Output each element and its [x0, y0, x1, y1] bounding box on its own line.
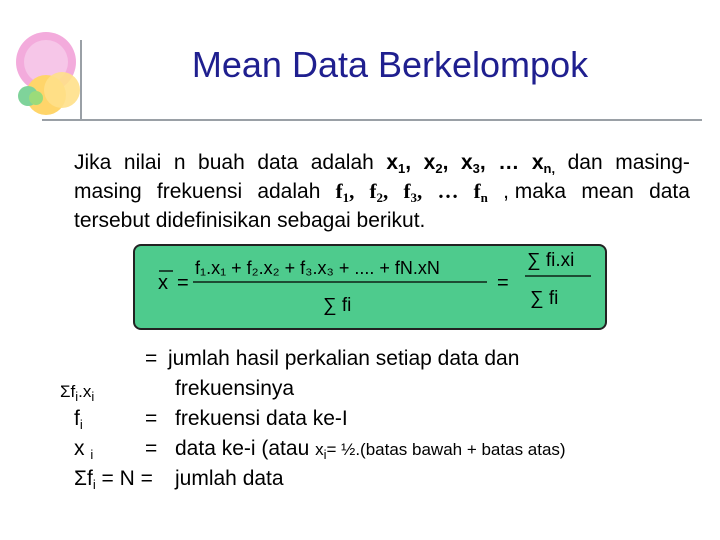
word: buah — [198, 151, 245, 174]
equals-sign: = — [145, 347, 158, 370]
var-x1: $x_1$, — [386, 151, 412, 176]
word: mean — [581, 180, 634, 203]
rhs-denominator: ∑ fi — [530, 288, 559, 309]
ellipsis: … — [437, 179, 459, 203]
intro-paragraph — [74, 148, 690, 235]
vertical-rule — [80, 40, 82, 120]
rhs-numerator: ∑ fi.xi — [527, 250, 575, 271]
definition-sum-fx — [74, 344, 694, 374]
definition-text: frekuensinya — [175, 377, 295, 400]
word: data — [649, 180, 690, 203]
word: adalah — [310, 151, 374, 174]
horizontal-rule — [42, 119, 702, 121]
word: masing — [74, 180, 142, 203]
paragraph-line-2 — [74, 177, 690, 206]
paragraph-text: tersebut didefinisikan sebagai berikut. — [74, 209, 426, 232]
word: dan — [567, 151, 603, 174]
formula-numerator: f₁.x₁ + f₂.x₂ + f₃.x₃ + .... + fN.xN — [195, 258, 440, 278]
var-x3: $x_3$, — [460, 151, 486, 176]
word: Jika — [74, 151, 112, 174]
definition-sum-fx-cont — [60, 374, 694, 404]
definition-text: frekuensi data ke-I — [175, 407, 348, 430]
var-f3: $f_3$, — [403, 179, 423, 205]
var-fn: $f_n$ — [473, 179, 488, 205]
var-f1: $f_1$, — [335, 179, 355, 205]
decorative-circles-logo — [0, 0, 110, 130]
equals-sign: = — [145, 407, 158, 430]
definitions-list — [60, 344, 694, 494]
definition-xi — [74, 434, 694, 464]
paragraph-line-3 — [74, 206, 690, 235]
word: , maka — [503, 180, 567, 203]
mean-formula — [135, 246, 605, 328]
var-x2: $x_2$, — [423, 151, 449, 176]
xi-symbol: x $_i$ — [74, 437, 94, 462]
sum-fx-symbol: $\Sigma f_i.x_i$ — [60, 382, 95, 404]
word: n — [173, 151, 186, 174]
word: frekuensi — [156, 180, 243, 203]
fi-symbol: $f_i$ — [74, 407, 83, 432]
definition-n — [74, 464, 694, 494]
definition-fi — [74, 404, 694, 434]
definition-text: jumlah data — [175, 467, 284, 490]
var-xn: $x_{n,}$ — [531, 151, 556, 176]
formula-denominator: ∑ fi — [323, 295, 352, 316]
equals-sign-2: = — [497, 272, 509, 294]
xbar-symbol: x — [158, 272, 168, 294]
definition-text: jumlah hasil perkalian setiap data dan — [168, 347, 520, 370]
equals-sign: = — [177, 272, 189, 294]
equals-sign: = — [145, 437, 158, 460]
ellipsis: … — [498, 151, 520, 174]
word: masing- — [615, 151, 690, 174]
definition-text: data ke-i (atau $x_i=$ ½.(batas bawah + batas atas) — [175, 437, 566, 462]
word: nilai — [123, 151, 162, 174]
var-f2: $f_2$, — [369, 179, 389, 205]
slide-title: Mean Data Berkelompok — [191, 44, 589, 85]
paragraph-line-1 — [74, 148, 690, 177]
sum-fi-n-symbol: $\Sigma f_i = N$ = — [74, 467, 153, 492]
word: adalah — [257, 180, 321, 203]
mean-formula-box — [133, 244, 607, 330]
word: data — [257, 151, 299, 174]
